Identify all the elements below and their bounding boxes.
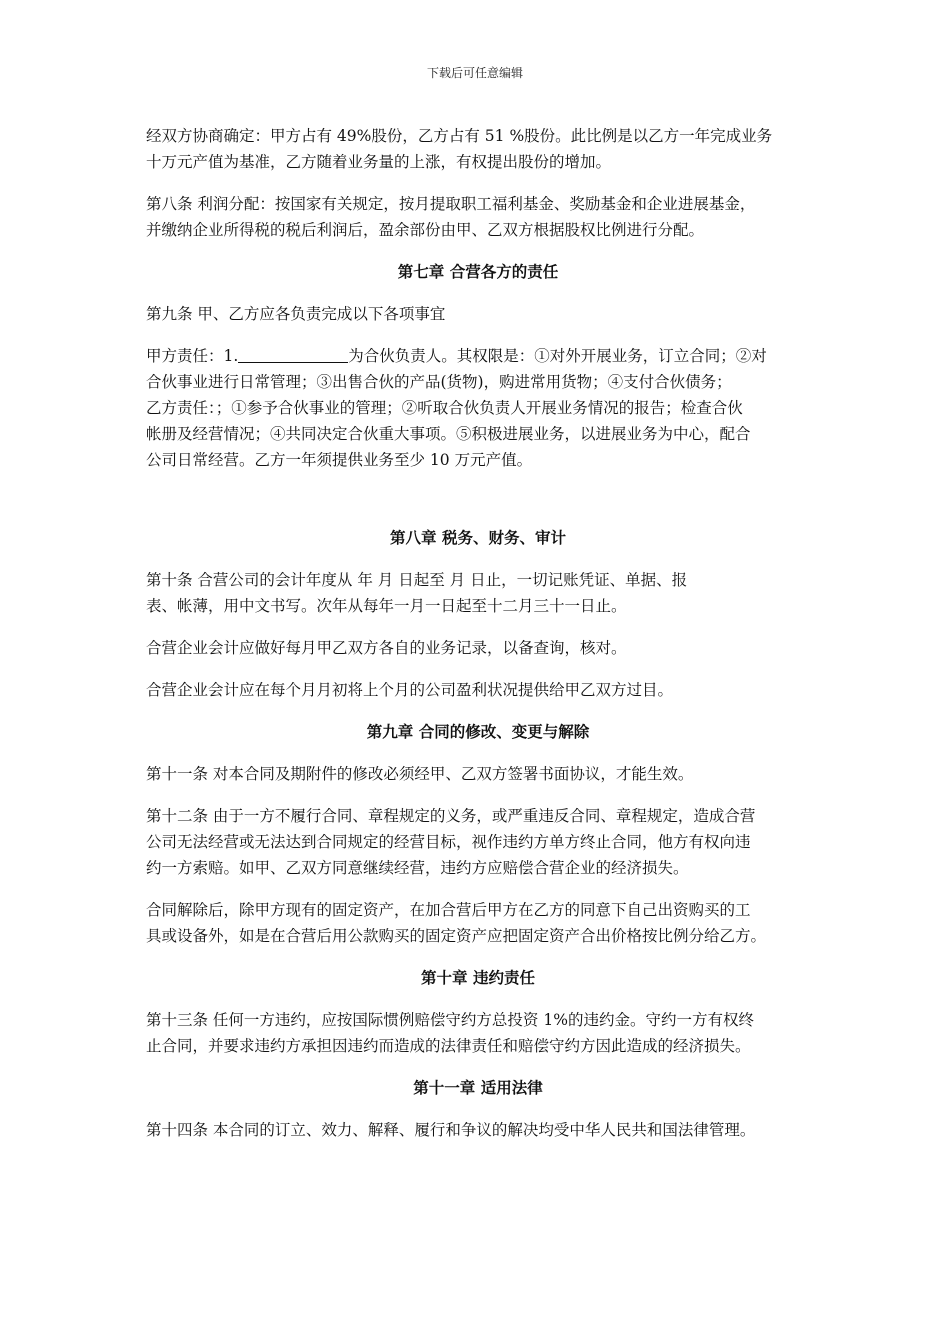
party-a-text: 为合伙负责人。其权限是：①对外开展业务，订立合同；②对 — [348, 347, 767, 365]
text-line: 第八条 利润分配：按国家有关规定，按月提取职工福利基金、奖励基金和企业进展基金， — [146, 195, 756, 213]
text-line: 合营企业会计应做好每月甲乙双方各自的业务记录，以备查询，核对。 — [146, 639, 627, 657]
paragraph-article-8 — [146, 191, 810, 243]
text-line: 第十二条 由于一方不履行合同、章程规定的义务，或严重违反合同、章程规定，造成合营 — [146, 807, 756, 825]
paragraph-responsibilities — [146, 343, 810, 473]
spacer — [146, 489, 810, 525]
text-line: 公司无法经营或无法达到合同规定的经营目标，视作违约方单方终止合同，他方有权向违 — [146, 833, 751, 851]
document-body — [146, 123, 810, 1159]
text-line: 并缴纳企业所得税的税后利润后，盈余部份由甲、乙双方根据股权比例进行分配。 — [146, 221, 705, 239]
text-line: 表、帐薄，用中文书写。次年从每年一月一日起至十二月三十一日止。 — [146, 597, 627, 615]
text-line: 约一方索赔。如甲、乙双方同意继续经营，违约方应赔偿合营企业的经济损失。 — [146, 859, 689, 877]
paragraph-article-9 — [146, 301, 810, 327]
text-line: 第十四条 本合同的订立、效力、解释、履行和争议的解决均受中华人民共和国法律管理。 — [146, 1121, 756, 1139]
text-line: 经双方协商确定：甲方占有 49%股份，乙方占有 51 %股份。此比例是以乙方一年完成业务 — [146, 127, 773, 145]
chapter-9-heading: 第九章 合同的修改、变更与解除 — [366, 723, 590, 741]
paragraph-termination-assets — [146, 897, 810, 949]
chapter-7-heading: 第七章 合营各方的责任 — [397, 263, 559, 281]
text-line: 合伙事业进行日常管理；③出售合伙的产品(货物)，购进常用货物；④支付合伙债务； — [146, 373, 732, 391]
text-line: 合营企业会计应在每个月月初将上个月的公司盈利状况提供给甲乙双方过目。 — [146, 681, 674, 699]
chapter-10-heading: 第十章 违约责任 — [421, 969, 535, 987]
text-line: 十万元产值为基准，乙方随着业务量的上涨，有权提出股份的增加。 — [146, 153, 612, 171]
text-line: 止合同，并要求违约方承担因违约而造成的法律责任和赔偿守约方因此造成的经济损失。 — [146, 1037, 751, 1055]
text-line: 第九条 甲、乙方应各负责完成以下各项事宜 — [146, 305, 446, 323]
paragraph-accounting-report — [146, 677, 810, 703]
paragraph-share-ratio — [146, 123, 810, 175]
text-line: 乙方责任：；①参予合伙事业的管理；②听取合伙负责人开展业务情况的报告；检查合伙 — [146, 399, 743, 417]
text-line: 帐册及经营情况；④共同决定合伙重大事项。⑤积极进展业务，以进展业务为中心，配合 — [146, 425, 751, 443]
paragraph-article-11 — [146, 761, 810, 787]
paragraph-article-12 — [146, 803, 810, 881]
paragraph-accounting-record — [146, 635, 810, 661]
chapter-11-heading: 第十一章 适用法律 — [413, 1079, 543, 1097]
text-line: 第十一条 对本合同及期附件的修改必须经甲、乙双方签署书面协议，才能生效。 — [146, 765, 694, 783]
paragraph-article-13 — [146, 1007, 810, 1059]
paragraph-article-10 — [146, 567, 810, 619]
blank-underline — [238, 348, 348, 363]
page-header: 下载后可任意编辑 — [426, 66, 523, 80]
text-line — [146, 343, 810, 369]
text-line: 合同解除后，除甲方现有的固定资产，在加合营后甲方在乙方的同意下自己出资购买的工 — [146, 901, 751, 919]
text-line: 公司日常经营。乙方一年须提供业务至少 10 万元产值。 — [146, 451, 533, 469]
paragraph-article-14 — [146, 1117, 810, 1143]
text-line: 第十条 合营公司的会计年度从 年 月 日起至 月 日止，一切记账凭证、单据、报 — [146, 571, 688, 589]
text-line: 具或设备外，如是在合营后用公款购买的固定资产应把固定资产合出价格按比例分给乙方。 — [146, 927, 767, 945]
chapter-8-heading: 第八章 税务、财务、审计 — [390, 529, 566, 547]
text-line: 第十三条 任何一方违约，应按国际惯例赔偿守约方总投资 1%的违约金。守约一方有权终 — [146, 1011, 754, 1029]
party-a-label: 甲方责任：1. — [146, 347, 239, 365]
